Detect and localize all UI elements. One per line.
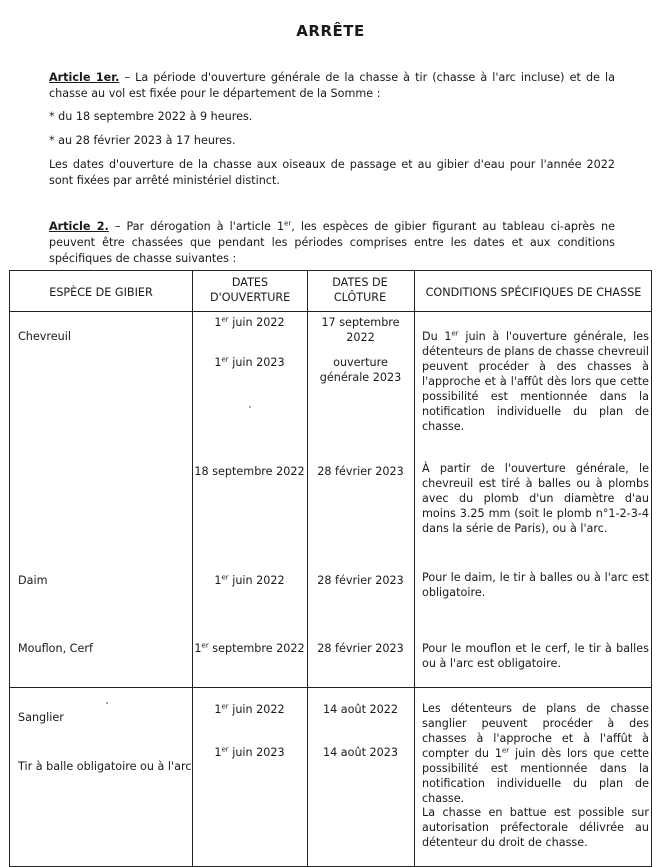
chevreuil-closing-1: 17 septembre 2022 bbox=[321, 316, 400, 344]
chevreuil-closing-2: ouverture générale 2023 bbox=[319, 356, 402, 384]
chevreuil-opening-2: 1er juin 2023 bbox=[214, 355, 285, 369]
article-1-text: – La période d'ouverture générale de la chasse à tir (chasse à l'arc incluse) et de la chasse au vol est fixée pour le département de la Somme : bbox=[49, 71, 615, 100]
chevreuil-condition-2: À partir de l'ouverture générale, le chevreuil est tiré à balles ou à plombs avec du plomb d'un diamètre d'au moins 3.25 mm (soit le plomb n°1-2-3-4 dans la série de Paris), ou à l'arc. bbox=[422, 462, 649, 535]
sanglier-condition-2: La chasse en battue est possible sur autorisation préfectorale délivrée au détenteur du droit de chasse. bbox=[422, 806, 649, 849]
column-divider bbox=[414, 271, 415, 866]
chevreuil-opening-1: 1er juin 2022 bbox=[214, 315, 285, 329]
article-2-label: Article 2. bbox=[49, 220, 109, 233]
sanglier-opening-1: 1er juin 2022 bbox=[214, 702, 285, 716]
daim-closing: 28 février 2023 bbox=[317, 574, 404, 587]
species-mouflon-cerf: Mouflon, Cerf bbox=[18, 642, 93, 655]
document-title: ARRÊTE bbox=[296, 22, 365, 40]
species-sanglier: Sanglier bbox=[18, 711, 64, 724]
article-2-paragraph bbox=[49, 219, 615, 267]
article-1-paragraph bbox=[49, 70, 615, 102]
sanglier-opening-2: 1er juin 2023 bbox=[214, 745, 285, 759]
header-species: ESPÈCE DE GIBIER bbox=[49, 286, 153, 299]
sanglier-closing-1: 14 août 2022 bbox=[323, 703, 398, 716]
mouflon-opening: 1er septembre 2022 bbox=[194, 641, 305, 655]
chevreuil-condition-1: Du 1er juin à l'ouverture générale, les détenteurs de plans de chasse chevreuil peuvent procéder à des chasses à l'approche et à l'affût dès lors que cette possibilité est mentionnée dans la notification individuelle du plan de chasse. bbox=[422, 329, 649, 433]
species-daim: Daim bbox=[18, 574, 48, 587]
scan-speck bbox=[249, 406, 251, 408]
sanglier-condition-1: Les détenteurs de plans de chasse sanglier peuvent procéder à des chasses à l'approche et à l'affût à compter du 1er juin dès lors que cette possibilité est mentionnée dans la notification individuelle du plan de chasse. bbox=[422, 702, 649, 805]
header-divider bbox=[10, 311, 651, 312]
header-conditions: CONDITIONS SPÉCIFIQUES DE CHASSE bbox=[425, 286, 642, 299]
header-closing-dates: DATES DE CLÔTURE bbox=[332, 276, 388, 304]
scan-speck bbox=[106, 702, 108, 704]
article-1-bullet-start: * du 18 septembre 2022 à 9 heures. bbox=[49, 110, 253, 123]
article-2-text-start: – Par dérogation à l'article 1 bbox=[108, 220, 285, 233]
article-2-text-end: , les espèces de gibier figurant au tableau ci-après ne peuvent être chassées que pendant les périodes comprises entre les dates et aux conditions spécifiques de chasse suivantes : bbox=[49, 220, 615, 265]
sanglier-note: Tir à balle obligatoire ou à l'arc bbox=[18, 760, 192, 773]
chevreuil-closing-3: 28 février 2023 bbox=[317, 465, 404, 478]
daim-condition: Pour le daim, le tir à balles ou à l'arc est obligatoire. bbox=[422, 571, 649, 599]
article-2-sup: er bbox=[284, 219, 292, 228]
article-1-bullet-end: * au 28 février 2023 à 17 heures. bbox=[49, 134, 236, 147]
row-divider bbox=[10, 687, 651, 688]
game-species-table bbox=[9, 270, 652, 867]
mouflon-closing: 28 février 2023 bbox=[317, 642, 404, 655]
sanglier-closing-2: 14 août 2023 bbox=[323, 746, 398, 759]
chevreuil-opening-3: 18 septembre 2022 bbox=[194, 465, 305, 478]
article-1-label: Article 1er. bbox=[49, 71, 120, 84]
header-opening-dates: DATES D'OUVERTURE bbox=[210, 276, 291, 304]
article-1-note: Les dates d'ouverture de la chasse aux oiseaux de passage et au gibier d'eau pour l'année 2022 sont fixées par arrêté ministériel distinct. bbox=[49, 158, 615, 187]
species-chevreuil: Chevreuil bbox=[18, 330, 71, 343]
daim-opening: 1er juin 2022 bbox=[214, 573, 285, 587]
mouflon-condition: Pour le mouflon et le cerf, le tir à balles ou à l'arc est obligatoire. bbox=[422, 642, 649, 670]
